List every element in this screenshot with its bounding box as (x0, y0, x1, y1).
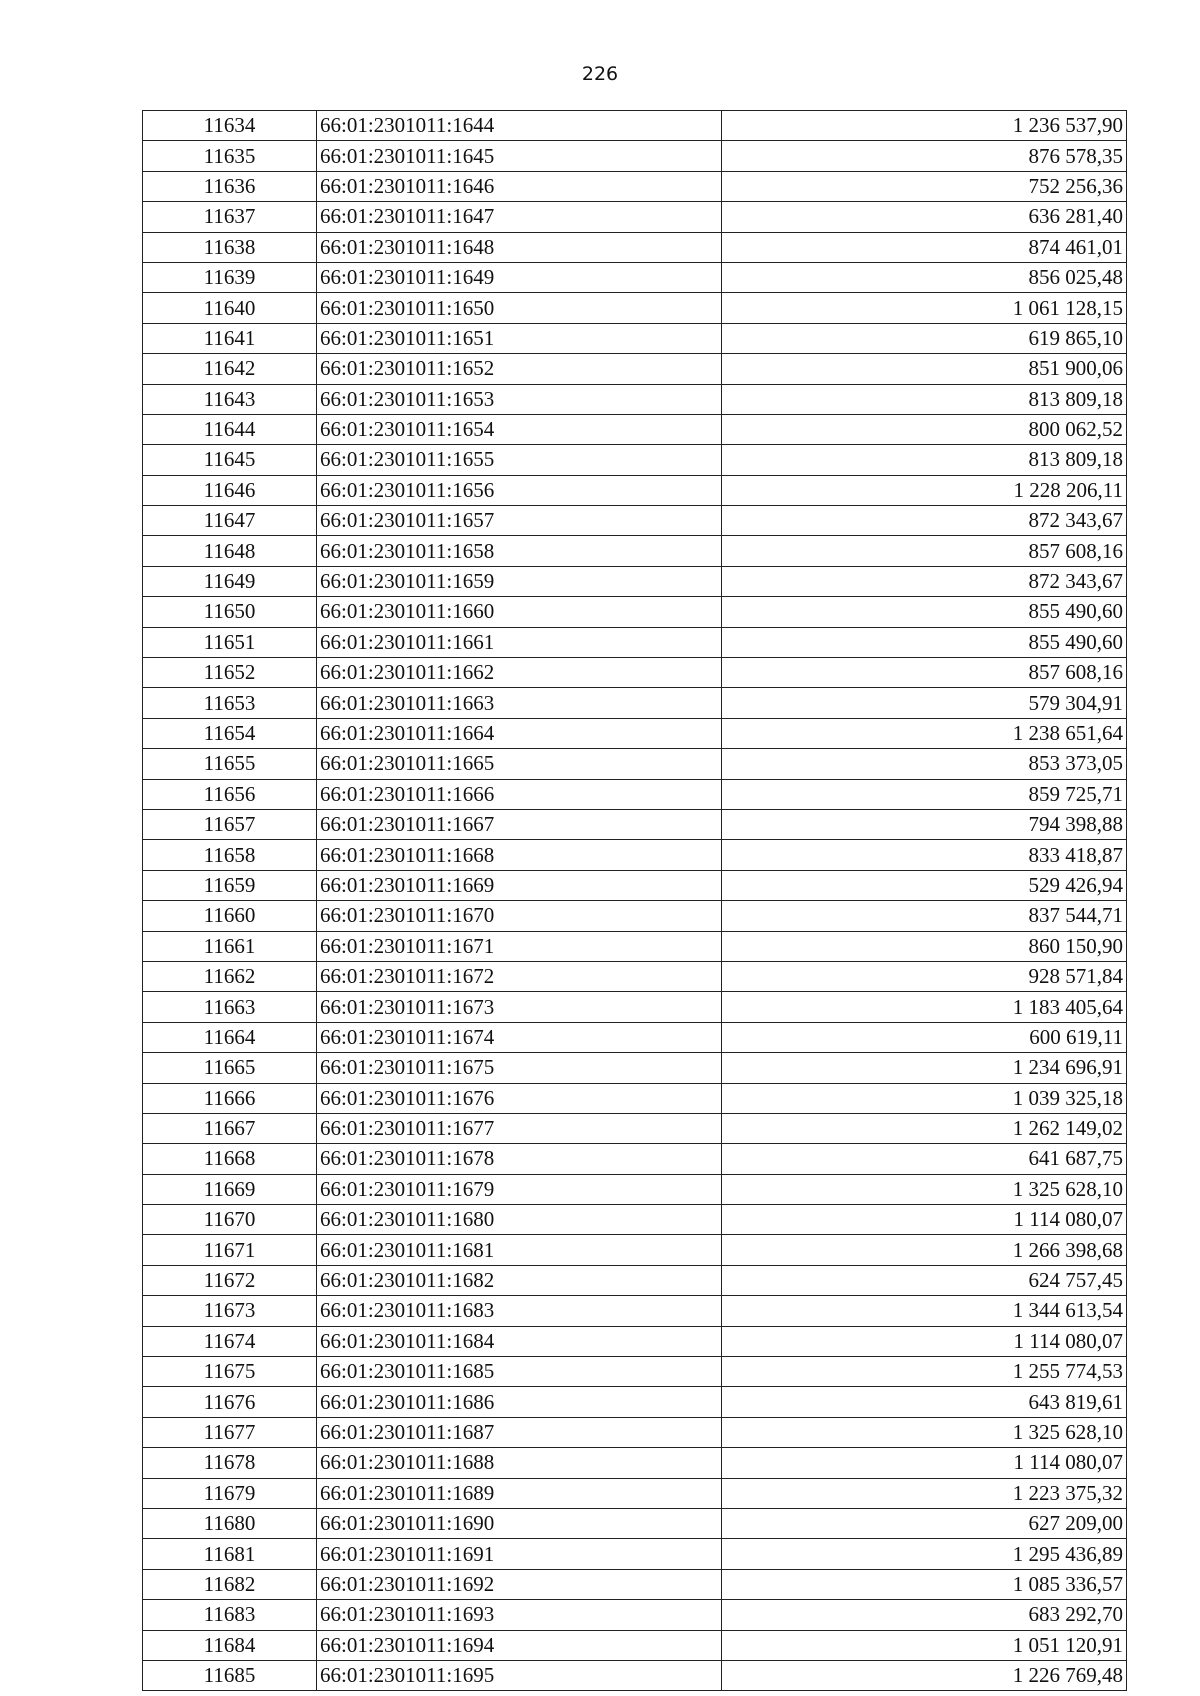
cadastral-value-cell: 853 373,05 (722, 749, 1127, 779)
cadastral-number-cell: 66:01:2301011:1693 (317, 1600, 722, 1630)
cadastral-value-cell: 619 865,10 (722, 323, 1127, 353)
cadastral-number-cell: 66:01:2301011:1681 (317, 1235, 722, 1265)
row-number-cell: 11671 (143, 1235, 317, 1265)
table-row (143, 1508, 1127, 1538)
table-row (143, 1600, 1127, 1630)
cadastral-value-cell: 813 809,18 (722, 384, 1127, 414)
table-row (143, 354, 1127, 384)
table-row (143, 1022, 1127, 1052)
row-number-cell: 11658 (143, 840, 317, 870)
cadastral-value-cell: 857 608,16 (722, 658, 1127, 688)
cadastral-number-cell: 66:01:2301011:1684 (317, 1326, 722, 1356)
row-number-cell: 11651 (143, 627, 317, 657)
row-number-cell: 11659 (143, 870, 317, 900)
cadastral-value-cell: 636 281,40 (722, 202, 1127, 232)
cadastral-value-cell: 860 150,90 (722, 931, 1127, 961)
table-row (143, 1174, 1127, 1204)
cadastral-value-cell: 1 114 080,07 (722, 1205, 1127, 1235)
table-row (143, 1478, 1127, 1508)
cadastral-number-cell: 66:01:2301011:1669 (317, 870, 722, 900)
row-number-cell: 11648 (143, 536, 317, 566)
table-row (143, 961, 1127, 991)
cadastral-number-cell: 66:01:2301011:1663 (317, 688, 722, 718)
cadastral-value-cell: 876 578,35 (722, 141, 1127, 171)
row-number-cell: 11646 (143, 475, 317, 505)
cadastral-value-cell: 1 238 651,64 (722, 718, 1127, 748)
cadastral-number-cell: 66:01:2301011:1650 (317, 293, 722, 323)
table-row (143, 1326, 1127, 1356)
row-number-cell: 11639 (143, 262, 317, 292)
cadastral-value-cell: 1 255 774,53 (722, 1357, 1127, 1387)
cadastral-number-cell: 66:01:2301011:1665 (317, 749, 722, 779)
table-row (143, 1265, 1127, 1295)
row-number-cell: 11669 (143, 1174, 317, 1204)
table-row (143, 1053, 1127, 1083)
row-number-cell: 11634 (143, 111, 317, 141)
cadastral-number-cell: 66:01:2301011:1648 (317, 232, 722, 262)
cadastral-value-cell: 529 426,94 (722, 870, 1127, 900)
cadastral-number-cell: 66:01:2301011:1662 (317, 658, 722, 688)
row-number-cell: 11679 (143, 1478, 317, 1508)
cadastral-value-cell: 872 343,67 (722, 566, 1127, 596)
cadastral-value-cell: 874 461,01 (722, 232, 1127, 262)
cadastral-number-cell: 66:01:2301011:1680 (317, 1205, 722, 1235)
row-number-cell: 11685 (143, 1660, 317, 1690)
cadastral-value-cell: 1 266 398,68 (722, 1235, 1127, 1265)
row-number-cell: 11672 (143, 1265, 317, 1295)
table-row (143, 1387, 1127, 1417)
cadastral-value-cell: 851 900,06 (722, 354, 1127, 384)
cadastral-value-cell: 1 114 080,07 (722, 1448, 1127, 1478)
table-row (143, 445, 1127, 475)
cadastral-number-cell: 66:01:2301011:1664 (317, 718, 722, 748)
table-row (143, 1235, 1127, 1265)
row-number-cell: 11644 (143, 414, 317, 444)
cadastral-value-cell: 1 295 436,89 (722, 1539, 1127, 1569)
cadastral-number-cell: 66:01:2301011:1660 (317, 597, 722, 627)
row-number-cell: 11656 (143, 779, 317, 809)
table-row (143, 536, 1127, 566)
cadastral-value-cell: 1 344 613,54 (722, 1296, 1127, 1326)
cadastral-value-cell: 859 725,71 (722, 779, 1127, 809)
row-number-cell: 11650 (143, 597, 317, 627)
cadastral-number-cell: 66:01:2301011:1678 (317, 1144, 722, 1174)
table-row (143, 1630, 1127, 1660)
cadastral-value-cell: 752 256,36 (722, 171, 1127, 201)
table-row (143, 597, 1127, 627)
row-number-cell: 11678 (143, 1448, 317, 1478)
table-row (143, 506, 1127, 536)
row-number-cell: 11643 (143, 384, 317, 414)
cadastral-number-cell: 66:01:2301011:1672 (317, 961, 722, 991)
row-number-cell: 11668 (143, 1144, 317, 1174)
cadastral-number-cell: 66:01:2301011:1673 (317, 992, 722, 1022)
table-body (143, 111, 1127, 1691)
row-number-cell: 11636 (143, 171, 317, 201)
cadastral-value-cell: 1 051 120,91 (722, 1630, 1127, 1660)
cadastral-number-cell: 66:01:2301011:1659 (317, 566, 722, 596)
table-row (143, 1417, 1127, 1447)
row-number-cell: 11649 (143, 566, 317, 596)
row-number-cell: 11641 (143, 323, 317, 353)
row-number-cell: 11684 (143, 1630, 317, 1660)
row-number-cell: 11635 (143, 141, 317, 171)
cadastral-number-cell: 66:01:2301011:1677 (317, 1113, 722, 1143)
cadastral-value-cell: 1 325 628,10 (722, 1174, 1127, 1204)
row-number-cell: 11660 (143, 901, 317, 931)
row-number-cell: 11657 (143, 809, 317, 839)
cadastral-number-cell: 66:01:2301011:1675 (317, 1053, 722, 1083)
cadastral-value-cell: 1 039 325,18 (722, 1083, 1127, 1113)
table-row (143, 384, 1127, 414)
table-row (143, 475, 1127, 505)
table-row (143, 414, 1127, 444)
cadastral-number-cell: 66:01:2301011:1688 (317, 1448, 722, 1478)
cadastral-number-cell: 66:01:2301011:1686 (317, 1387, 722, 1417)
cadastral-number-cell: 66:01:2301011:1671 (317, 931, 722, 961)
row-number-cell: 11680 (143, 1508, 317, 1538)
table-row (143, 779, 1127, 809)
table-row (143, 1569, 1127, 1599)
cadastral-number-cell: 66:01:2301011:1653 (317, 384, 722, 414)
cadastral-value-cell: 1 262 149,02 (722, 1113, 1127, 1143)
cadastral-number-cell: 66:01:2301011:1683 (317, 1296, 722, 1326)
cadastral-value-cell: 855 490,60 (722, 597, 1127, 627)
cadastral-number-cell: 66:01:2301011:1687 (317, 1417, 722, 1447)
table-row (143, 1539, 1127, 1569)
cadastral-number-cell: 66:01:2301011:1661 (317, 627, 722, 657)
row-number-cell: 11645 (143, 445, 317, 475)
cadastral-number-cell: 66:01:2301011:1685 (317, 1357, 722, 1387)
cadastral-value-cell: 833 418,87 (722, 840, 1127, 870)
table-row (143, 870, 1127, 900)
row-number-cell: 11653 (143, 688, 317, 718)
row-number-cell: 11662 (143, 961, 317, 991)
table-row (143, 992, 1127, 1022)
cadastral-value-cell: 857 608,16 (722, 536, 1127, 566)
table-row (143, 141, 1127, 171)
row-number-cell: 11637 (143, 202, 317, 232)
row-number-cell: 11640 (143, 293, 317, 323)
cadastral-value-cell: 1 226 769,48 (722, 1660, 1127, 1690)
cadastral-number-cell: 66:01:2301011:1656 (317, 475, 722, 505)
cadastral-number-cell: 66:01:2301011:1666 (317, 779, 722, 809)
table-row (143, 262, 1127, 292)
cadastral-number-cell: 66:01:2301011:1657 (317, 506, 722, 536)
cadastral-value-cell: 1 223 375,32 (722, 1478, 1127, 1508)
cadastral-value-cell: 1 061 128,15 (722, 293, 1127, 323)
cadastral-value-cell: 800 062,52 (722, 414, 1127, 444)
table-row (143, 1113, 1127, 1143)
cadastral-value-cell: 1 114 080,07 (722, 1326, 1127, 1356)
table-row (143, 1448, 1127, 1478)
row-number-cell: 11665 (143, 1053, 317, 1083)
cadastral-value-cell: 683 292,70 (722, 1600, 1127, 1630)
cadastral-number-cell: 66:01:2301011:1692 (317, 1569, 722, 1599)
table-row (143, 171, 1127, 201)
table-row (143, 688, 1127, 718)
cadastral-number-cell: 66:01:2301011:1654 (317, 414, 722, 444)
row-number-cell: 11682 (143, 1569, 317, 1599)
row-number-cell: 11670 (143, 1205, 317, 1235)
table-row (143, 901, 1127, 931)
table-row (143, 566, 1127, 596)
table-row (143, 931, 1127, 961)
cadastral-value-cell: 1 234 696,91 (722, 1053, 1127, 1083)
row-number-cell: 11675 (143, 1357, 317, 1387)
table-row (143, 809, 1127, 839)
cadastral-value-cell: 1 228 206,11 (722, 475, 1127, 505)
cadastral-number-cell: 66:01:2301011:1679 (317, 1174, 722, 1204)
row-number-cell: 11667 (143, 1113, 317, 1143)
page-number: 226 (581, 63, 619, 85)
cadastral-value-cell: 1 183 405,64 (722, 992, 1127, 1022)
cadastral-value-cell: 643 819,61 (722, 1387, 1127, 1417)
table-row (143, 323, 1127, 353)
cadastral-value-cell: 855 490,60 (722, 627, 1127, 657)
cadastral-value-cell: 624 757,45 (722, 1265, 1127, 1295)
cadastral-number-cell: 66:01:2301011:1651 (317, 323, 722, 353)
table-row (143, 627, 1127, 657)
cadastral-value-cell: 1 325 628,10 (722, 1417, 1127, 1447)
cadastral-number-cell: 66:01:2301011:1655 (317, 445, 722, 475)
cadastral-number-cell: 66:01:2301011:1695 (317, 1660, 722, 1690)
cadastral-number-cell: 66:01:2301011:1689 (317, 1478, 722, 1508)
table-row (143, 293, 1127, 323)
row-number-cell: 11655 (143, 749, 317, 779)
row-number-cell: 11654 (143, 718, 317, 748)
table-row (143, 1660, 1127, 1690)
row-number-cell: 11661 (143, 931, 317, 961)
row-number-cell: 11674 (143, 1326, 317, 1356)
cadastral-number-cell: 66:01:2301011:1667 (317, 809, 722, 839)
row-number-cell: 11677 (143, 1417, 317, 1447)
table-row (143, 1083, 1127, 1113)
table-row (143, 840, 1127, 870)
cadastral-value-cell: 837 544,71 (722, 901, 1127, 931)
cadastral-number-cell: 66:01:2301011:1668 (317, 840, 722, 870)
cadastral-value-cell: 928 571,84 (722, 961, 1127, 991)
cadastral-value-table (142, 110, 1127, 1691)
row-number-cell: 11642 (143, 354, 317, 384)
cadastral-value-cell: 600 619,11 (722, 1022, 1127, 1052)
cadastral-number-cell: 66:01:2301011:1676 (317, 1083, 722, 1113)
cadastral-value-cell: 872 343,67 (722, 506, 1127, 536)
table-row (143, 749, 1127, 779)
cadastral-number-cell: 66:01:2301011:1670 (317, 901, 722, 931)
cadastral-number-cell: 66:01:2301011:1690 (317, 1508, 722, 1538)
row-number-cell: 11676 (143, 1387, 317, 1417)
cadastral-number-cell: 66:01:2301011:1674 (317, 1022, 722, 1052)
cadastral-value-cell: 641 687,75 (722, 1144, 1127, 1174)
table-row (143, 1144, 1127, 1174)
cadastral-number-cell: 66:01:2301011:1691 (317, 1539, 722, 1569)
row-number-cell: 11683 (143, 1600, 317, 1630)
cadastral-value-cell: 794 398,88 (722, 809, 1127, 839)
cadastral-number-cell: 66:01:2301011:1647 (317, 202, 722, 232)
cadastral-number-cell: 66:01:2301011:1646 (317, 171, 722, 201)
row-number-cell: 11647 (143, 506, 317, 536)
cadastral-value-cell: 579 304,91 (722, 688, 1127, 718)
cadastral-value-cell: 1 236 537,90 (722, 111, 1127, 141)
table-row (143, 232, 1127, 262)
cadastral-value-cell: 627 209,00 (722, 1508, 1127, 1538)
row-number-cell: 11664 (143, 1022, 317, 1052)
table-row (143, 202, 1127, 232)
cadastral-number-cell: 66:01:2301011:1694 (317, 1630, 722, 1660)
cadastral-number-cell: 66:01:2301011:1644 (317, 111, 722, 141)
cadastral-number-cell: 66:01:2301011:1649 (317, 262, 722, 292)
cadastral-value-cell: 813 809,18 (722, 445, 1127, 475)
cadastral-number-cell: 66:01:2301011:1658 (317, 536, 722, 566)
table-row (143, 718, 1127, 748)
table-row (143, 1205, 1127, 1235)
cadastral-value-cell: 1 085 336,57 (722, 1569, 1127, 1599)
row-number-cell: 11663 (143, 992, 317, 1022)
row-number-cell: 11673 (143, 1296, 317, 1326)
cadastral-number-cell: 66:01:2301011:1652 (317, 354, 722, 384)
row-number-cell: 11666 (143, 1083, 317, 1113)
cadastral-number-cell: 66:01:2301011:1682 (317, 1265, 722, 1295)
table-row (143, 1296, 1127, 1326)
cadastral-value-cell: 856 025,48 (722, 262, 1127, 292)
table-row (143, 1357, 1127, 1387)
table-row (143, 658, 1127, 688)
cadastral-number-cell: 66:01:2301011:1645 (317, 141, 722, 171)
row-number-cell: 11681 (143, 1539, 317, 1569)
table-row (143, 111, 1127, 141)
row-number-cell: 11652 (143, 658, 317, 688)
row-number-cell: 11638 (143, 232, 317, 262)
